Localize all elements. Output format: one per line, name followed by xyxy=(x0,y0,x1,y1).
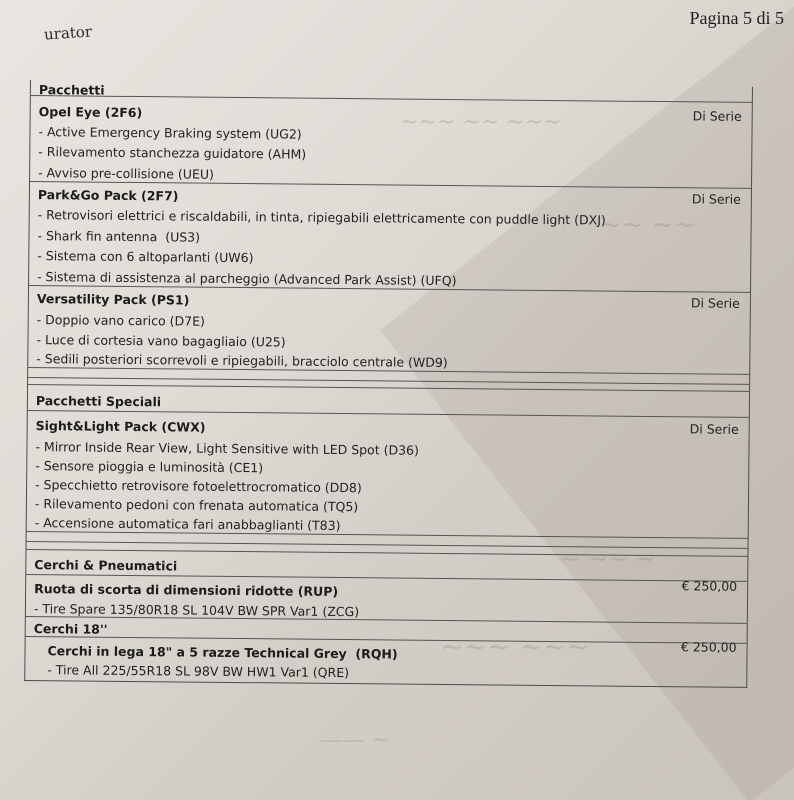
list-item: - Rilevamento stanchezza guidatore (AHM) xyxy=(38,144,307,162)
divider xyxy=(26,636,747,644)
divider xyxy=(27,531,748,539)
header-fragment: urator xyxy=(43,22,93,44)
list-item: - Shark fin antenna (US3) xyxy=(37,228,201,245)
list-item: - Accensione automatica fari anabbaglianti (T83) xyxy=(34,515,341,534)
package-price: Di Serie xyxy=(692,108,742,124)
options-table xyxy=(24,80,753,697)
package-price: Di Serie xyxy=(689,421,739,437)
divider xyxy=(28,377,749,385)
faint-handwriting: ~~~ ~~ ~~~ xyxy=(400,110,562,135)
list-item: - Retrovisori elettrici e riscaldabili, in tinta, ripiegabili elettricamente con puddle light (DXJ) xyxy=(37,207,606,228)
faint-handwriting: ~~~ ~~~ xyxy=(440,630,590,663)
divider xyxy=(28,384,749,392)
section-title-cerchi: Cerchi & Pneumatici xyxy=(34,557,178,574)
list-item: - Sedili posteriori scorrevoli e ripiegabili, bracciolo centrale (WD9) xyxy=(36,351,448,371)
faint-handwriting: ~ ~~ ~ xyxy=(560,545,656,573)
divider xyxy=(28,410,749,418)
list-item: - Luce di cortesia vano bagagliaio (U25) xyxy=(36,332,286,350)
section-title-pacchetti-speciali: Pacchetti Speciali xyxy=(35,393,162,410)
list-item: - Rilevamento pedoni con frenata automatica (TQ5) xyxy=(34,496,359,515)
faint-handwriting: ~~ ~~ xyxy=(600,210,696,240)
package-title: Park&Go Pack (2F7) xyxy=(37,187,179,204)
list-item: - Sistema di assistenza al parcheggio (Advanced Park Assist) (UFQ) xyxy=(37,269,457,289)
list-item: - Mirror Inside Rear View, Light Sensitive with LED Spot (D36) xyxy=(35,439,419,458)
package-title: Ruota di scorta di dimensioni ridotte (RUP) xyxy=(34,581,339,599)
divider xyxy=(26,574,747,582)
section-title-pacchetti: Pacchetti xyxy=(38,82,105,98)
list-item: - Specchietto retrovisore fotoelettrocromatico (DD8) xyxy=(35,477,362,496)
page-number: Pagina 5 di 5 xyxy=(689,8,784,28)
list-item: - Doppio vano carico (D7E) xyxy=(36,312,205,329)
table-border xyxy=(24,80,753,688)
divider xyxy=(26,549,747,557)
package-title: Versatility Pack (PS1) xyxy=(36,291,190,308)
list-item: - Tire Spare 135/80R18 SL 104V BW SPR Var1 (ZCG) xyxy=(33,601,360,620)
package-price: Di Serie xyxy=(690,295,740,311)
package-title: Sight&Light Pack (CWX) xyxy=(35,418,206,435)
package-price: € 250,00 xyxy=(680,639,737,655)
package-title: Opel Eye (2F6) xyxy=(38,104,143,121)
list-item: - Sistema con 6 altoparlanti (UW6) xyxy=(37,248,254,266)
package-title: Cerchi in lega 18" a 5 razze Technical Grey (RQH) xyxy=(47,643,398,662)
list-item: - Active Emergency Braking system (UG2) xyxy=(38,124,302,142)
divider xyxy=(27,541,748,549)
subsection-title-cerchi-18: Cerchi 18'' xyxy=(33,621,108,637)
package-price: € 250,00 xyxy=(681,578,738,594)
faint-handwriting: —— ~ xyxy=(320,728,390,753)
list-item: - Sensore pioggia e luminosità (CE1) xyxy=(35,458,264,476)
divider xyxy=(26,616,747,624)
list-item: - Tire All 225/55R18 SL 98V BW HW1 Var1 (QRE) xyxy=(47,662,350,681)
list-item: - Avviso pre-collisione (UEU) xyxy=(38,165,214,182)
divider xyxy=(31,95,752,103)
package-price: Di Serie xyxy=(691,191,741,207)
